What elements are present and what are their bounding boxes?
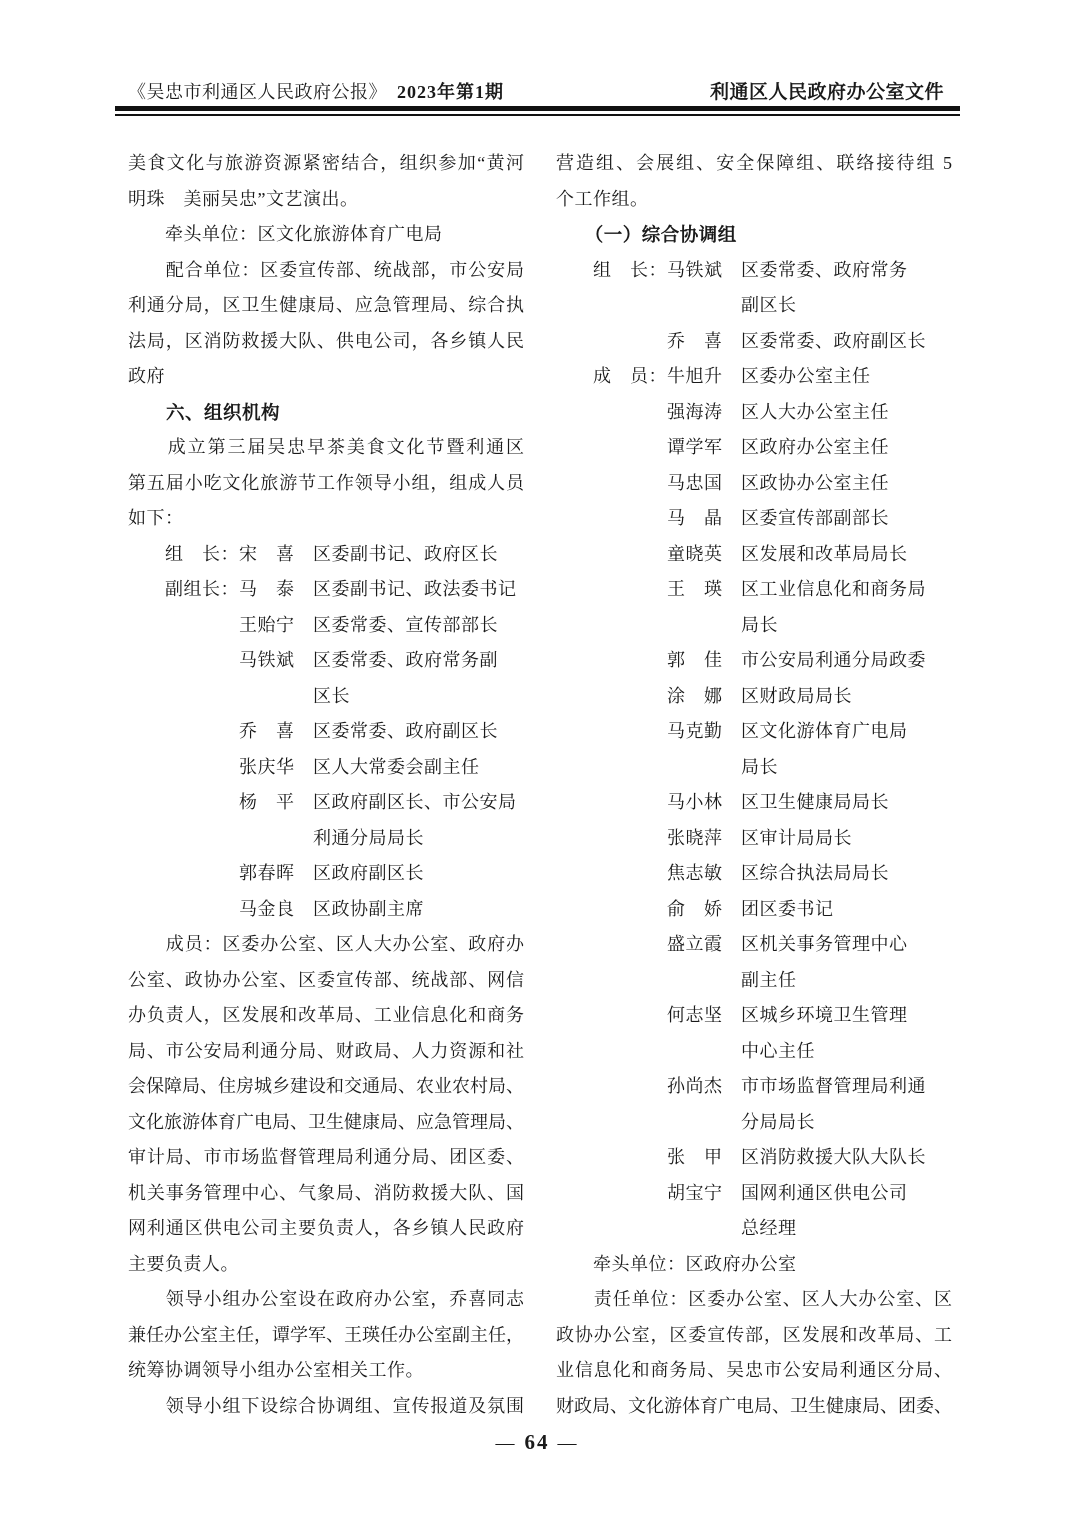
text-line: 领导小组办公室设在政府办公室，乔喜同志 [128, 1289, 524, 1309]
text-line: 孙尚杰 市市场监督管理局利通 [556, 1076, 926, 1096]
masthead-left [128, 78, 504, 104]
text-line: 张 甲 区消防救援大队大队长 [556, 1147, 926, 1167]
text-line: 区长 [128, 685, 350, 706]
text-line: 第五届小吃文化旅游节工作领导小组，组成人员 [128, 472, 524, 493]
text-line: 利通分局局长 [128, 827, 424, 848]
text-line: 胡宝宁 国网利通区供电公司 [556, 1182, 908, 1203]
text-line: 局长 [556, 756, 778, 777]
text-line: 文化旅游体育广电局、卫生健康局、应急管理局、 [128, 1111, 524, 1132]
text-line: 明珠 美丽吴忠”文艺演出。 [128, 188, 359, 209]
text-line: 责任单位：区委办公室、区人大办公室、区 [556, 1289, 952, 1309]
text-line: 个工作组。 [556, 188, 649, 209]
text-line: 机关事务管理中心、气象局、消防救援大队、国 [128, 1182, 524, 1203]
text-line: 网利通区供电公司主要负责人，各乡镇人民政府 [128, 1218, 524, 1238]
text-line: 马克勤 区文化游体育广电局 [556, 721, 908, 741]
text-line: 业信息化和商务局、吴忠市公安局利通区分局、 [556, 1360, 952, 1380]
text-line: 组 长：宋 喜 区委副书记、政府区长 [128, 543, 498, 564]
text-line: 焦志敏 区综合执法局局长 [556, 863, 889, 883]
text-line: （一）综合协调组 [556, 224, 737, 245]
footer-dash-left: — [495, 1433, 517, 1454]
header-rule-thick [115, 106, 960, 111]
text-line: 盛立霞 区机关事务管理中心 [556, 934, 908, 954]
text-line: 牵头单位：区文化旅游体育广电局 [128, 224, 443, 244]
text-line: 马金良 区政协副主席 [128, 898, 424, 919]
text-line: 王 瑛 区工业信息化和商务局 [556, 579, 926, 599]
text-line: 办负责人，区发展和改革局、工业信息化和商务 [128, 1005, 524, 1025]
text-line: 六、组织机构 [128, 401, 281, 423]
text-line: 总经理 [556, 1218, 797, 1238]
text-line: 张晓萍 区审计局局长 [556, 827, 852, 848]
text-line: 强海涛 区人大办公室主任 [556, 401, 889, 422]
header-rule-thin [115, 114, 960, 116]
text-line: 副主任 [556, 969, 797, 990]
text-line: 局、市公安局利通分局、财政局、人力资源和社 [128, 1040, 524, 1061]
text-line: 牵头单位：区政府办公室 [556, 1253, 797, 1274]
text-line: 谭学军 区政府办公室主任 [556, 437, 889, 457]
text-line: 利通分局，区卫生健康局、应急管理局、综合执 [128, 295, 524, 315]
text-line: 政府 [128, 366, 165, 386]
page-footer [0, 1430, 1074, 1455]
gazette-title: 《吴忠市利通区人民政府公报》 [128, 82, 387, 102]
text-line: 俞 娇 团区委书记 [556, 898, 834, 919]
text-line: 涂 娜 区财政局局长 [556, 685, 852, 706]
text-line: 何志坚 区城乡环境卫生管理 [556, 1005, 908, 1025]
footer-dash-right: — [557, 1433, 579, 1454]
right-column [556, 146, 952, 1424]
text-line: 公室、政协办公室、区委宣传部、统战部、网信 [128, 969, 524, 990]
text-line: 组 长：马铁斌 区委常委、政府常务 [556, 259, 908, 280]
text-line: 马忠国 区政协办公室主任 [556, 472, 889, 493]
text-line: 成立第三届吴忠早茶美食文化节暨利通区 [128, 437, 524, 457]
text-line: 主要负责人。 [128, 1253, 239, 1274]
text-line: 局长 [556, 614, 778, 635]
text-line: 张庆华 区人大常委会副主任 [128, 756, 480, 777]
text-line: 美食文化与旅游资源紧密结合，组织参加“黄河 [128, 153, 524, 173]
text-line: 杨 平 区政府副区长、市公安局 [128, 792, 517, 812]
text-line: 副区长 [556, 295, 797, 315]
left-column [128, 146, 524, 1424]
text-line: 马铁斌 区委常委、政府常务副 [128, 650, 498, 670]
text-line: 财政局、文化游体育广电局、卫生健康局、团委、 [556, 1395, 952, 1416]
text-line: 成员：区委办公室、区人大办公室、政府办 [128, 934, 524, 954]
text-line: 如下： [128, 508, 184, 528]
text-line: 分局局长 [556, 1111, 815, 1132]
text-line: 统筹协调领导小组办公室相关工作。 [128, 1360, 424, 1380]
text-line: 郭春晖 区政府副区长 [128, 863, 424, 883]
text-line: 法局，区消防救援大队、供电公司，各乡镇人民 [128, 330, 524, 351]
text-line: 成 员：牛旭升 区委办公室主任 [556, 366, 871, 386]
office-document-label: 利通区人民政府办公室文件 [709, 82, 944, 103]
page-number: 64 [524, 1430, 550, 1454]
text-line: 马小林 区卫生健康局局长 [556, 792, 889, 812]
issue-number: 2023年第1期 [397, 82, 504, 102]
text-line: 审计局、市市场监督管理局利通分局、团区委、 [128, 1147, 524, 1167]
text-line: 乔 喜 区委常委、政府副区长 [556, 330, 926, 351]
text-line: 中心主任 [556, 1040, 815, 1061]
text-line: 乔 喜 区委常委、政府副区长 [128, 721, 498, 741]
text-line: 配合单位：区委宣传部、统战部，市公安局 [128, 259, 524, 280]
text-line: 副组长：马 泰 区委副书记、政法委书记 [128, 579, 517, 599]
text-line: 政协办公室，区委宣传部，区发展和改革局、工 [556, 1324, 952, 1345]
text-line: 童晓英 区发展和改革局局长 [556, 543, 908, 564]
text-line: 会保障局、住房城乡建设和交通局、农业农村局、 [128, 1076, 524, 1096]
text-line: 兼任办公室主任，谭学军、王瑛任办公室副主任， [128, 1324, 524, 1345]
text-line: 王贻宁 区委常委、宣传部部长 [128, 614, 498, 635]
text-line: 马 晶 区委宣传部副部长 [556, 508, 889, 528]
text-line: 营造组、会展组、安全保障组、联络接待组 5 [556, 153, 952, 173]
text-line: 领导小组下设综合协调组、宣传报道及氛围 [128, 1395, 524, 1416]
text-line: 郭 佳 市公安局利通分局政委 [556, 650, 926, 670]
